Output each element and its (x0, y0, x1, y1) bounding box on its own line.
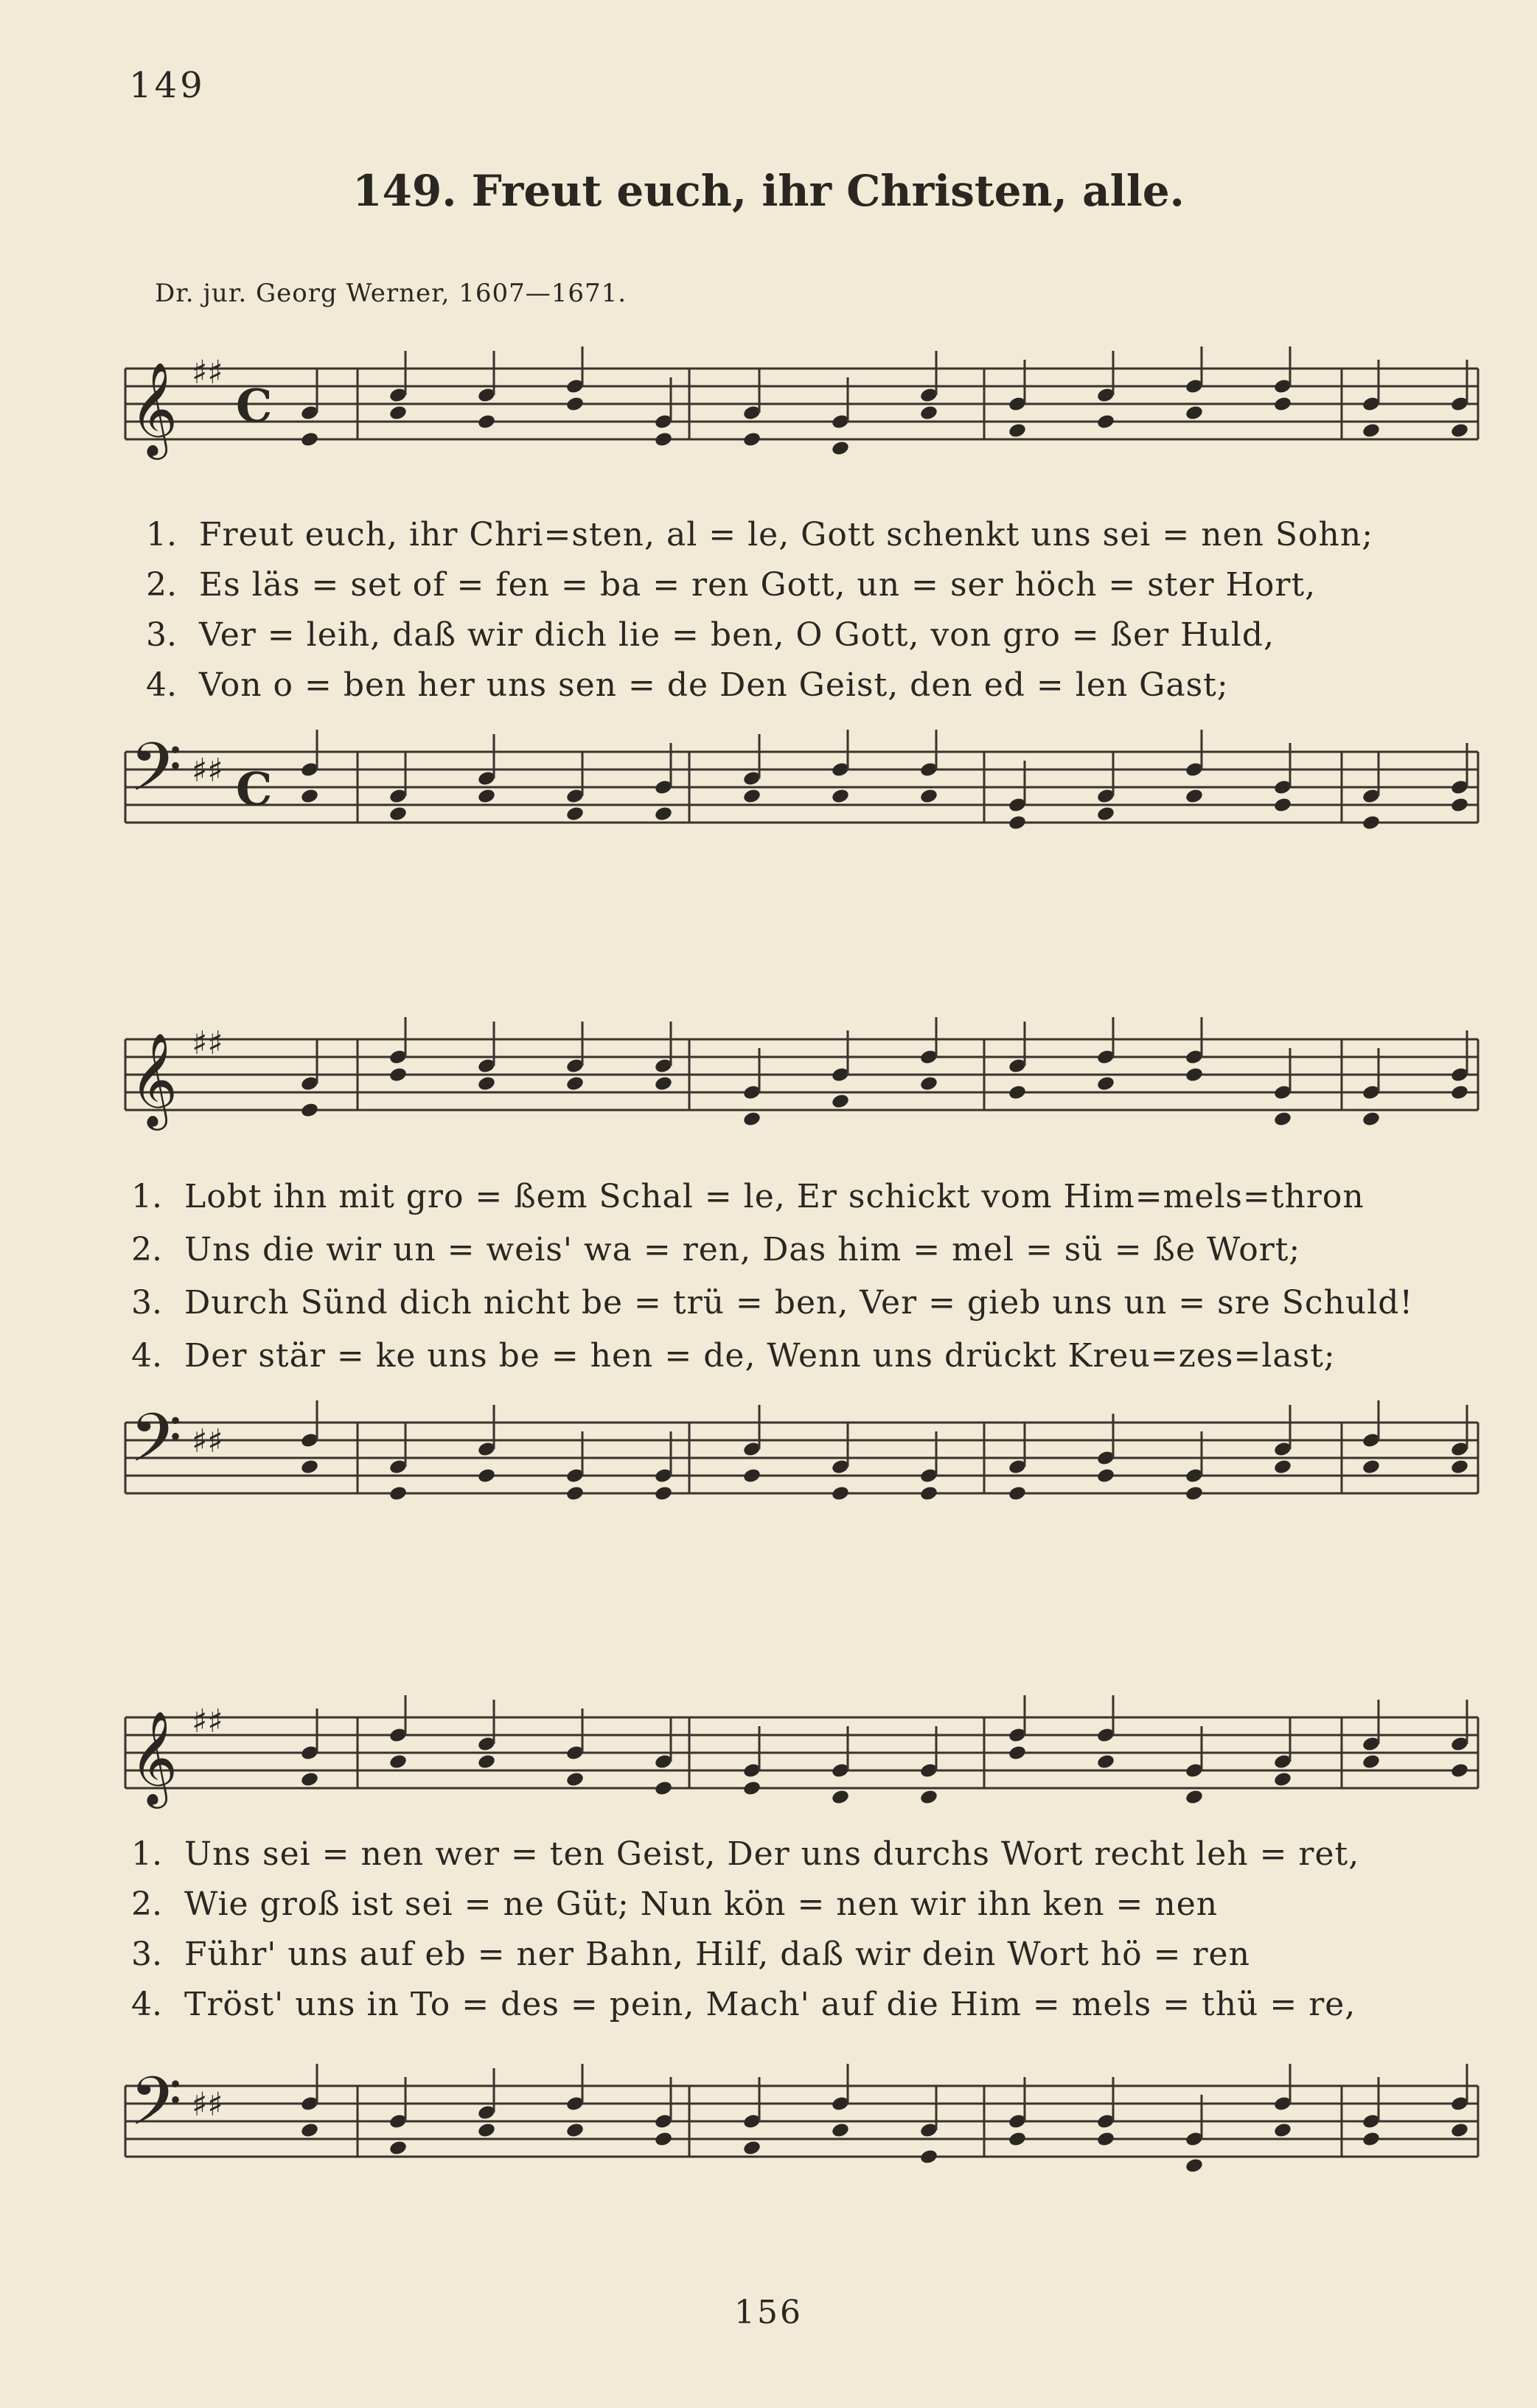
key-signature: ♯♯ (192, 2086, 223, 2123)
note-head (1008, 1485, 1027, 1502)
time-signature: C (236, 762, 273, 816)
verse-number: 3. (131, 1936, 162, 1973)
verse-number: 4. (131, 1337, 162, 1375)
lyric-text: Von o = ben her uns sen = de Den Geist, den ed = len Gast; (199, 666, 1229, 704)
note-head (1273, 1771, 1292, 1788)
note-head (1096, 1468, 1115, 1484)
note-head (1362, 2131, 1381, 2148)
note-head (1096, 806, 1115, 823)
treble-staff-system-2 (0, 1017, 1537, 1165)
treble-staff-system-3 (0, 1695, 1537, 1843)
lyric-text: Ver = leih, daß wir dich lie = ben, O Gott, von gro = ßer Huld, (199, 616, 1275, 654)
verse-number: 1. (131, 1178, 162, 1215)
lyric-text: Tröst' uns in To = des = pein, Mach' auf die Him = mels = thü = re, (184, 1986, 1356, 2023)
bass-staff-system-1 (0, 730, 1537, 877)
note-head (1273, 1459, 1292, 1476)
note-head (742, 1468, 761, 1484)
treble-staff-system-1 (0, 346, 1537, 494)
note-head (388, 806, 408, 823)
note-head (388, 405, 408, 422)
note-head (1273, 396, 1292, 413)
note-head (565, 2122, 585, 2139)
note-head (1362, 1753, 1381, 1770)
note-head (1185, 1485, 1204, 1502)
note-head (1362, 814, 1381, 831)
verse-number: 2. (131, 1885, 162, 1923)
note-head (654, 431, 673, 448)
note-head (388, 1485, 408, 1502)
note-head (919, 2149, 938, 2166)
note-head (1185, 788, 1204, 805)
note-head (1362, 422, 1381, 439)
lyric-text: Durch Sünd dich nicht be = trü = ben, Ver = gieb uns un = sre Schuld! (184, 1284, 1414, 1322)
note-head (477, 1753, 496, 1770)
note-head (1096, 1753, 1115, 1770)
note-head (477, 788, 496, 805)
note-head (654, 806, 673, 823)
note-head (388, 2140, 408, 2157)
note-head (1450, 1084, 1469, 1101)
note-head (565, 806, 585, 823)
note-head (477, 1468, 496, 1484)
bass-staff-system-3 (0, 2064, 1537, 2211)
lyric-text: Führ' uns auf eb = ner Bahn, Hilf, daß wir dein Wort hö = ren (184, 1936, 1250, 1973)
lyric-text: Uns die wir un = weis' wa = ren, Das him = mel = sü = ße Wort; (184, 1231, 1301, 1268)
note-head (1362, 1111, 1381, 1128)
verse-number: 1. (146, 516, 177, 554)
note-head (1273, 2122, 1292, 2139)
key-signature: ♯♯ (192, 1025, 223, 1062)
verse-number: 4. (146, 666, 177, 704)
note-head (1450, 797, 1469, 814)
note-head (742, 2140, 761, 2157)
key-signature: ♯♯ (192, 1703, 223, 1740)
note-head (919, 1075, 938, 1092)
verse-number: 3. (131, 1284, 162, 1322)
note-head (919, 1789, 938, 1806)
note-head (742, 1780, 761, 1797)
note-head (742, 431, 761, 448)
lyric-text: Es läs = set of = fen = ba = ren Gott, un = ser höch = ster Hort, (199, 566, 1317, 604)
note-head (831, 2122, 850, 2139)
note-head (1185, 1067, 1204, 1083)
bass-clef-icon: 𝄢 (130, 2064, 182, 2157)
note-head (1273, 797, 1292, 814)
note-head (565, 396, 585, 413)
treble-clef-icon: 𝄞 (130, 1032, 178, 1126)
note-head (831, 1093, 850, 1110)
bass-clef-icon: 𝄢 (130, 1400, 182, 1493)
note-head (1185, 1789, 1204, 1806)
lyric-text: Wie groß ist sei = ne Güt; Nun kön = nen wir ihn ken = nen (184, 1885, 1219, 1923)
key-signature: ♯♯ (192, 752, 223, 789)
note-head (1450, 1762, 1469, 1779)
key-signature: ♯♯ (192, 354, 223, 391)
note-head (300, 1102, 319, 1119)
page-number: 149 (129, 65, 206, 106)
verse-number: 2. (146, 566, 177, 604)
lyric-text: Uns sei = nen wer = ten Geist, Der uns durchs Wort recht leh = ret, (184, 1835, 1360, 1873)
note-head (1185, 2157, 1204, 2174)
treble-clef-icon: 𝄞 (130, 1710, 178, 1804)
key-signature: ♯♯ (192, 1423, 223, 1460)
verse-number: 2. (131, 1231, 162, 1268)
verse-number: 4. (131, 1986, 162, 2023)
lyric-text: Der stär = ke uns be = hen = de, Wenn uns drückt Kreu=zes=last; (184, 1337, 1336, 1375)
note-head (1096, 2131, 1115, 2148)
note-head (742, 1111, 761, 1128)
verse-number: 3. (146, 616, 177, 654)
note-head (1008, 1084, 1027, 1101)
note-head (742, 788, 761, 805)
note-head (919, 1485, 938, 1502)
note-head (1273, 1111, 1292, 1128)
verse-number: 1. (131, 1835, 162, 1873)
note-head (654, 2131, 673, 2148)
note-head (831, 1485, 850, 1502)
note-head (1096, 413, 1115, 430)
hymn-title: 149. Freut euch, ihr Christen, alle. (352, 166, 1185, 216)
note-head (831, 1789, 850, 1806)
note-head (565, 1485, 585, 1502)
note-head (565, 1771, 585, 1788)
note-head (1008, 422, 1027, 439)
note-head (1450, 1459, 1469, 1476)
note-head (1362, 1459, 1381, 1476)
note-head (477, 1075, 496, 1092)
note-head (654, 1075, 673, 1092)
hymn-author: Dr. jur. Georg Werner, 1607—1671. (155, 279, 627, 308)
note-head (477, 413, 496, 430)
note-head (565, 1075, 585, 1092)
note-head (1450, 2122, 1469, 2139)
note-head (919, 788, 938, 805)
note-head (654, 1485, 673, 1502)
note-head (477, 2122, 496, 2139)
note-head (300, 1459, 319, 1476)
note-head (1008, 1745, 1027, 1762)
bass-staff-system-2 (0, 1400, 1537, 1548)
note-head (300, 431, 319, 448)
note-head (1008, 814, 1027, 831)
note-head (654, 1780, 673, 1797)
lyric-text: Freut euch, ihr Chri=sten, al = le, Gott schenkt uns sei = nen Sohn; (199, 516, 1374, 554)
bass-clef-icon: 𝄢 (130, 730, 182, 823)
note-head (1185, 405, 1204, 422)
footer-page-number: 156 (734, 2294, 803, 2331)
note-head (1450, 422, 1469, 439)
time-signature: C (236, 379, 273, 433)
note-head (1008, 2131, 1027, 2148)
note-head (1096, 1075, 1115, 1092)
note-head (919, 405, 938, 422)
treble-clef-icon: 𝄞 (130, 361, 178, 456)
note-head (300, 1771, 319, 1788)
note-head (831, 788, 850, 805)
note-head (300, 2122, 319, 2139)
note-head (388, 1753, 408, 1770)
note-head (388, 1067, 408, 1083)
lyric-text: Lobt ihn mit gro = ßem Schal = le, Er schickt vom Him=mels=thron (184, 1178, 1365, 1215)
note-head (831, 440, 850, 457)
note-head (300, 788, 319, 805)
